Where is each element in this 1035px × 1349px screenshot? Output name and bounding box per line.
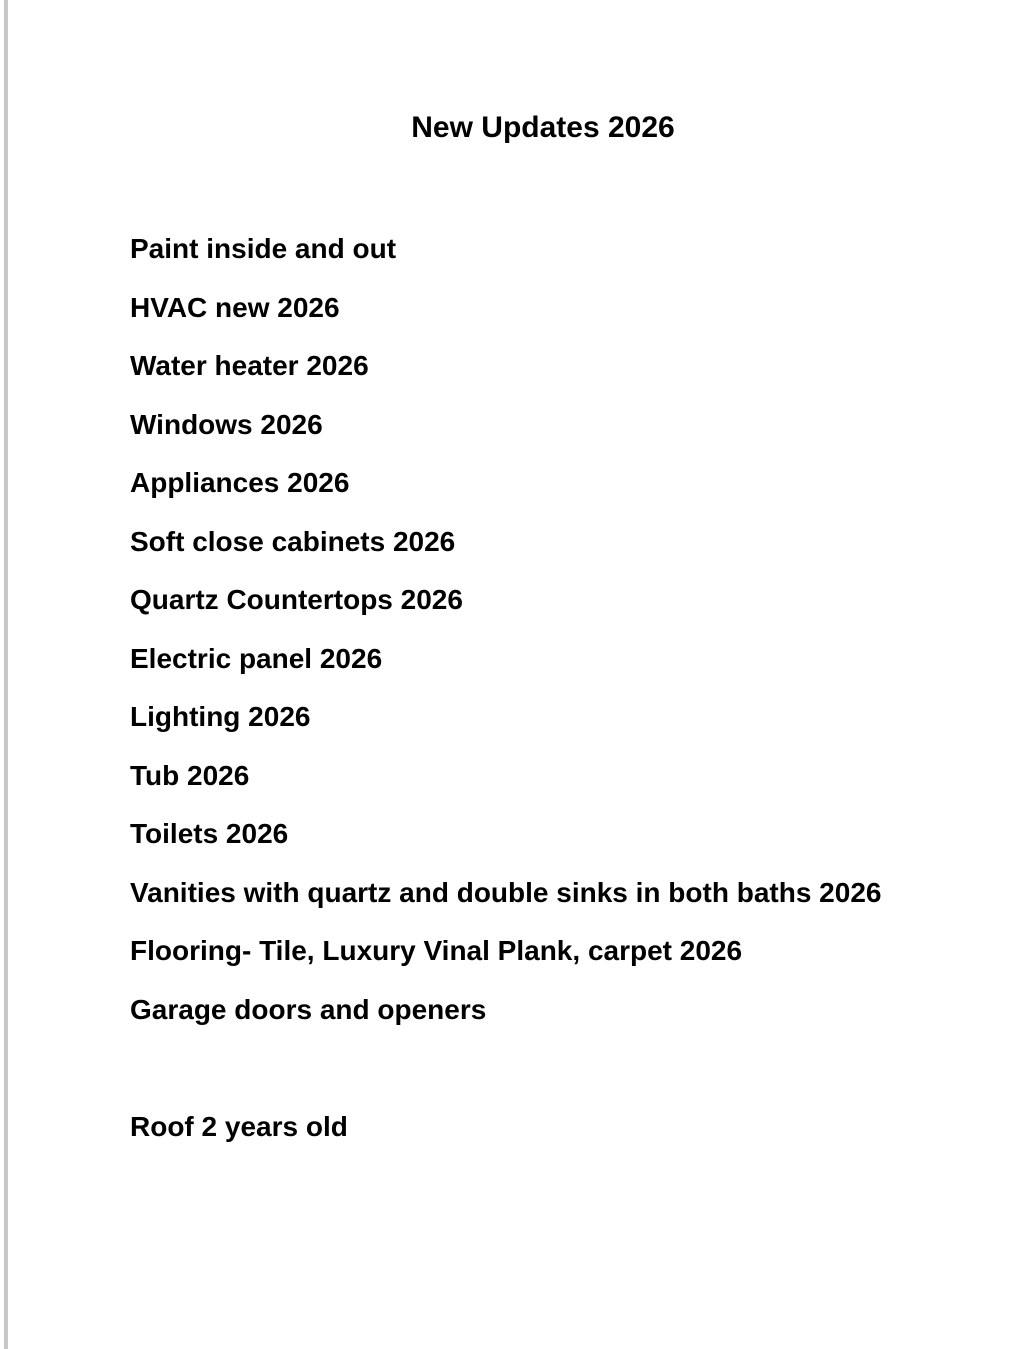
list-item-hvac: HVAC new 2026 [130, 291, 340, 323]
list-item-garage-doors: Garage doors and openers [130, 993, 487, 1025]
document-page [8, 0, 1035, 1349]
list-item-appliances: Appliances 2026 [130, 467, 350, 498]
list-item-vanities: Vanities with quartz and double sinks in both baths 2026 [130, 876, 882, 908]
list-item-electric-panel: Electric panel 2026 [130, 642, 383, 674]
list-item-windows: Windows 2026 [130, 408, 323, 440]
list-item-paint: Paint inside and out [130, 233, 397, 264]
list-item-flooring: Flooring- Tile, Luxury Vinal Plank, carpet 2026 [130, 935, 743, 966]
list-item-toilets: Toilets 2026 [130, 818, 289, 849]
list-item-tub: Tub 2026 [130, 759, 250, 791]
list-item-lighting: Lighting 2026 [130, 701, 311, 732]
updates-list [130, 230, 881, 1049]
list-item-water-heater: Water heater 2026 [130, 350, 369, 381]
list-item-countertops: Quartz Countertops 2026 [130, 584, 463, 615]
list-item-cabinets: Soft close cabinets 2026 [130, 525, 456, 557]
document-title: New Updates 2026 [411, 111, 675, 144]
roof-note: Roof 2 years old [130, 1111, 348, 1142]
